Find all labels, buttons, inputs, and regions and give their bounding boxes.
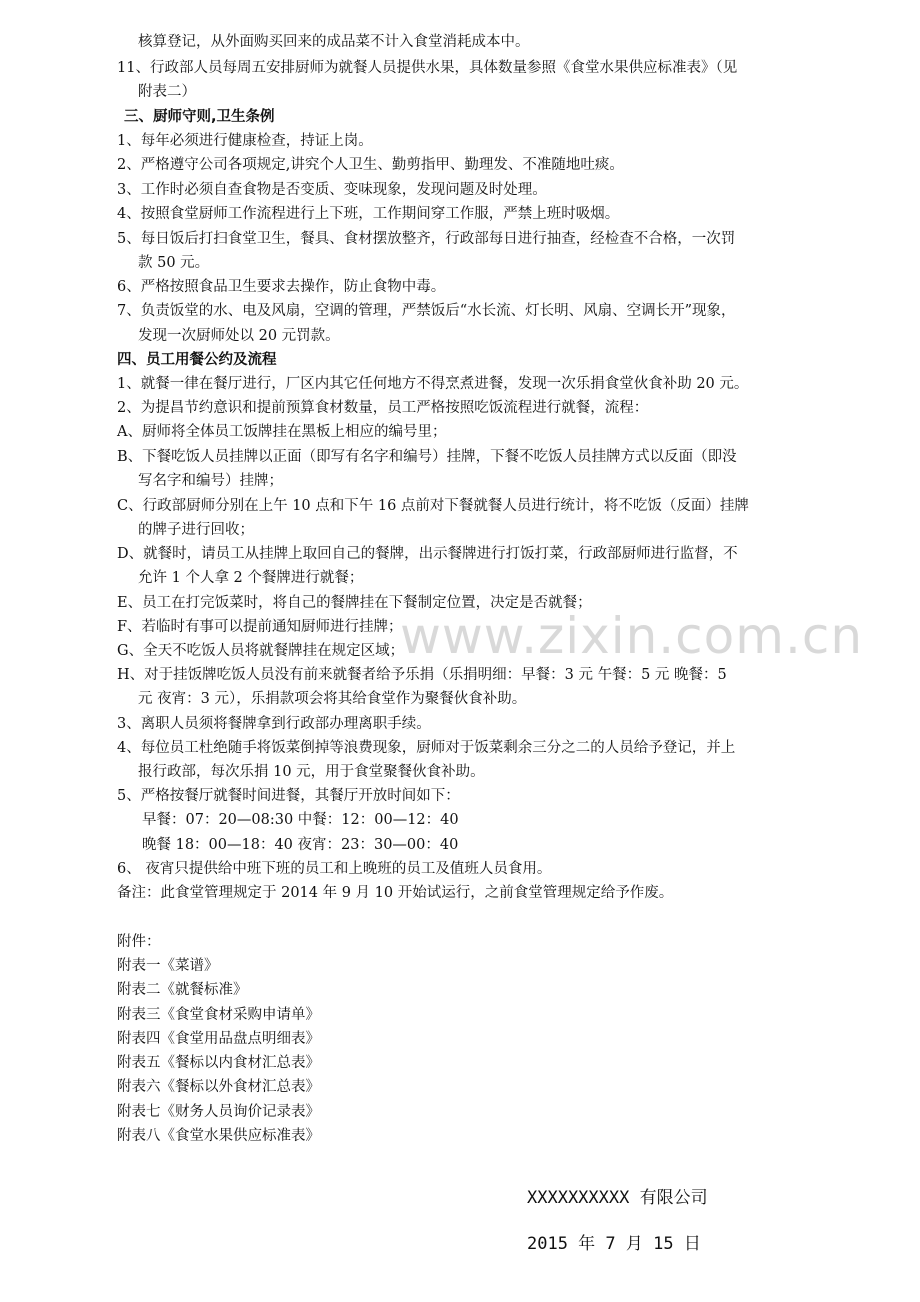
step-item: A、厨师将全体员工饭牌挂在黑板上相应的编号里； [117, 424, 447, 440]
step-item: C、行政部厨师分别在上午 10 点和下午 16 点前对下餐就餐人员进行统计，将不吃饭（反面）挂牌 [117, 498, 749, 514]
company-name: XXXXXXXXXX 有限公司 [527, 1188, 708, 1208]
rule-item: 1、就餐一律在餐厅进行，厂区内其它任何地方不得烹煮进餐，发现一次乐捐食堂伙食补助 20 元。 [117, 376, 749, 392]
rule-item: 5、每日饭后打扫食堂卫生，餐具、食材摆放整齐，行政部每日进行抽查，经检查不合格，一次罚 [117, 231, 736, 247]
text-line: 报行政部，每次乐捐 10 元，用于食堂聚餐伙食补助。 [138, 764, 485, 780]
rule-item: 4、按照食堂厨师工作流程进行上下班，工作期间穿工作服，严禁上班时吸烟。 [117, 206, 620, 222]
rule-item: 4、每位员工杜绝随手将饭菜倒掉等浪费现象，厨师对于饭菜剩余三分之二的人员给予登记，并上 [117, 740, 736, 756]
text-line: 款 50 元。 [138, 255, 210, 271]
attachment-item: 附表七《财务人员询价记录表》 [117, 1104, 320, 1120]
rule-item: 3、工作时必须自查食物是否变质、变味现象，发现问题及时处理。 [117, 182, 547, 198]
text-line: 的牌子进行回收； [138, 522, 254, 538]
step-item: H、对于挂饭牌吃饭人员没有前来就餐者给予乐捐（乐捐明细：早餐：3 元 午餐：5 元 晚餐：5 [117, 667, 727, 683]
text-line: 核算登记，从外面购买回来的成品菜不计入食堂消耗成本中。 [138, 34, 530, 50]
text-line: 允许 1 个人拿 2 个餐牌进行就餐； [138, 570, 364, 586]
rule-item: 5、严格按餐厅就餐时间进餐，其餐厅开放时间如下： [117, 788, 460, 804]
rule-item: 7、负责饭堂的水、电及风扇，空调的管理，严禁饭后“水长流、灯长明、风扇、空调长开”现象， [117, 303, 736, 319]
watermark: www.zixin.com.cn [400, 607, 864, 665]
step-item: F、若临时有事可以提前通知厨师进行挂牌； [117, 619, 403, 635]
text-line: 附表二） [138, 84, 196, 100]
step-item: D、就餐时，请员工从挂牌上取回自己的餐牌，出示餐牌进行打饭打菜，行政部厨师进行监督，不 [117, 546, 738, 562]
document-date: 2015 年 7 月 15 日 [527, 1234, 701, 1254]
step-item: G、全天不吃饭人员将就餐牌挂在规定区域； [117, 643, 405, 659]
rule-item: 2、严格遵守公司各项规定,讲究个人卫生、勤剪指甲、勤理发、不准随地吐痰。 [117, 157, 624, 173]
attachments-heading: 附件： [117, 934, 161, 950]
section-heading: 四、员工用餐公约及流程 [117, 352, 277, 368]
section-heading: 三、厨师守则,卫生条例 [124, 109, 275, 125]
text-line: 元 夜宵：3 元），乐捐款项会将其给食堂作为聚餐伙食补助。 [138, 691, 527, 707]
attachment-item: 附表一《菜谱》 [117, 958, 219, 974]
rule-item: 3、离职人员须将餐牌拿到行政部办理离职手续。 [117, 716, 431, 732]
attachment-item: 附表五《餐标以内食材汇总表》 [117, 1055, 320, 1071]
attachment-item: 附表六《餐标以外食材汇总表》 [117, 1079, 320, 1095]
text-line: 发现一次厨师处以 20 元罚款。 [138, 328, 340, 344]
attachment-item: 附表四《食堂用品盘点明细表》 [117, 1031, 320, 1047]
remark: 备注：此食堂管理规定于 2014 年 9 月 10 开始试运行，之前食堂管理规定给予作废。 [117, 885, 674, 901]
meal-times-row: 早餐：07：20—08:30 中餐：12：00—12：40 [142, 812, 459, 828]
text-line: 写名字和编号）挂牌； [138, 473, 283, 489]
rule-item: 6、 夜宵只提供给中班下班的员工和上晚班的员工及值班人员食用。 [117, 861, 552, 877]
step-item: E、员工在打完饭菜时，将自己的餐牌挂在下餐制定位置，决定是否就餐； [117, 595, 592, 611]
rule-item: 6、严格按照食品卫生要求去操作，防止食物中毒。 [117, 279, 446, 295]
rule-11: 11、行政部人员每周五安排厨师为就餐人员提供水果，具体数量参照《食堂水果供应标准表》（见 [117, 60, 738, 76]
rule-item: 1、每年必须进行健康检查，持证上岗。 [117, 133, 373, 149]
step-item: B、下餐吃饭人员挂牌以正面（即写有名字和编号）挂牌，下餐不吃饭人员挂牌方式以反面（即没 [117, 449, 737, 465]
attachment-item: 附表二《就餐标准》 [117, 982, 248, 998]
meal-times-row: 晚餐 18：00—18：40 夜宵：23：30—00：40 [142, 837, 459, 853]
attachment-item: 附表八《食堂水果供应标准表》 [117, 1128, 320, 1144]
rule-item: 2、为提昌节约意识和提前预算食材数量，员工严格按照吃饭流程进行就餐，流程： [117, 400, 649, 416]
attachment-item: 附表三《食堂食材采购申请单》 [117, 1007, 320, 1023]
